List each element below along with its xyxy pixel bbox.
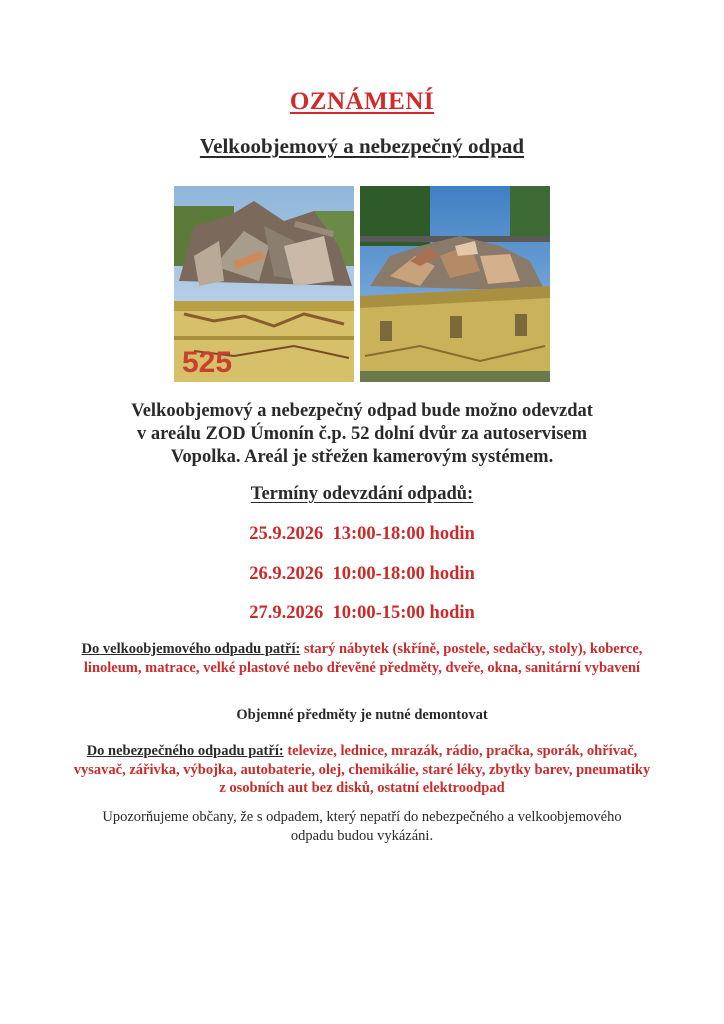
term-time: 10:00-15:00 hodin: [332, 603, 475, 623]
term-date: 27.9.2026: [249, 603, 324, 623]
term-time: 13:00-18:00 hodin: [332, 524, 475, 544]
terms-heading: Termíny odevzdání odpadů:: [250, 484, 474, 504]
intro-line: v areálu ZOD Úmonín č.p. 52 dolní dvůr za autoservisem: [136, 424, 588, 444]
bulky-waste-label: Do velkoobjemového odpadu patří:: [81, 641, 301, 657]
hazardous-waste-label: Do nebezpečného odpadu patří:: [86, 743, 284, 759]
term-row: [0, 524, 724, 545]
term-date: 26.9.2026: [249, 564, 324, 584]
hazardous-waste-paragraph: [70, 742, 654, 798]
container-number: 525: [182, 346, 233, 379]
intro-line: Velkoobjemový a nebezpečný odpad bude možno odevzdat: [131, 401, 593, 421]
closing-warning: Upozorňujeme občany, že s odpadem, který nepatří do nebezpečného a velkoobjemového odpadu budou vykázáni.: [102, 809, 622, 844]
term-time: 10:00-18:00 hodin: [332, 564, 475, 584]
term-row: [0, 564, 724, 585]
bulky-waste-paragraph: [70, 640, 654, 677]
intro-line: Vopolka. Areál je střežen kamerovým systémem.: [170, 447, 554, 467]
page-subtitle: Velkoobjemový a nebezpečný odpad: [199, 134, 525, 158]
bulky-waste-items: starý nábytek (skříně, postele, sedačky, stoly), koberce, linoleum, matrace, velké plastové nebo dřevěné předměty, dveře, okna, sanitární vybavení: [83, 641, 643, 676]
term-date: 25.9.2026: [249, 524, 324, 544]
bulky-waste-container-photo: [174, 186, 354, 382]
intro-text: [80, 400, 644, 469]
dismantle-note: Objemné předměty je nutné demontovat: [236, 707, 488, 723]
page-title: OZNÁMENÍ: [289, 88, 435, 115]
hazardous-waste-items: televize, lednice, mrazák, rádio, pračka, sporák, ohřívač, vysavač, zářivka, výbojka, autobaterie, olej, chemikálie, staré léky, zbytky barev, pneumatiky z osobních aut bez disků, ostatní elektroodpad: [73, 743, 651, 796]
bulky-waste-container-photo-2: [360, 186, 550, 382]
term-row: [0, 603, 724, 624]
photo-strip: [174, 186, 550, 382]
